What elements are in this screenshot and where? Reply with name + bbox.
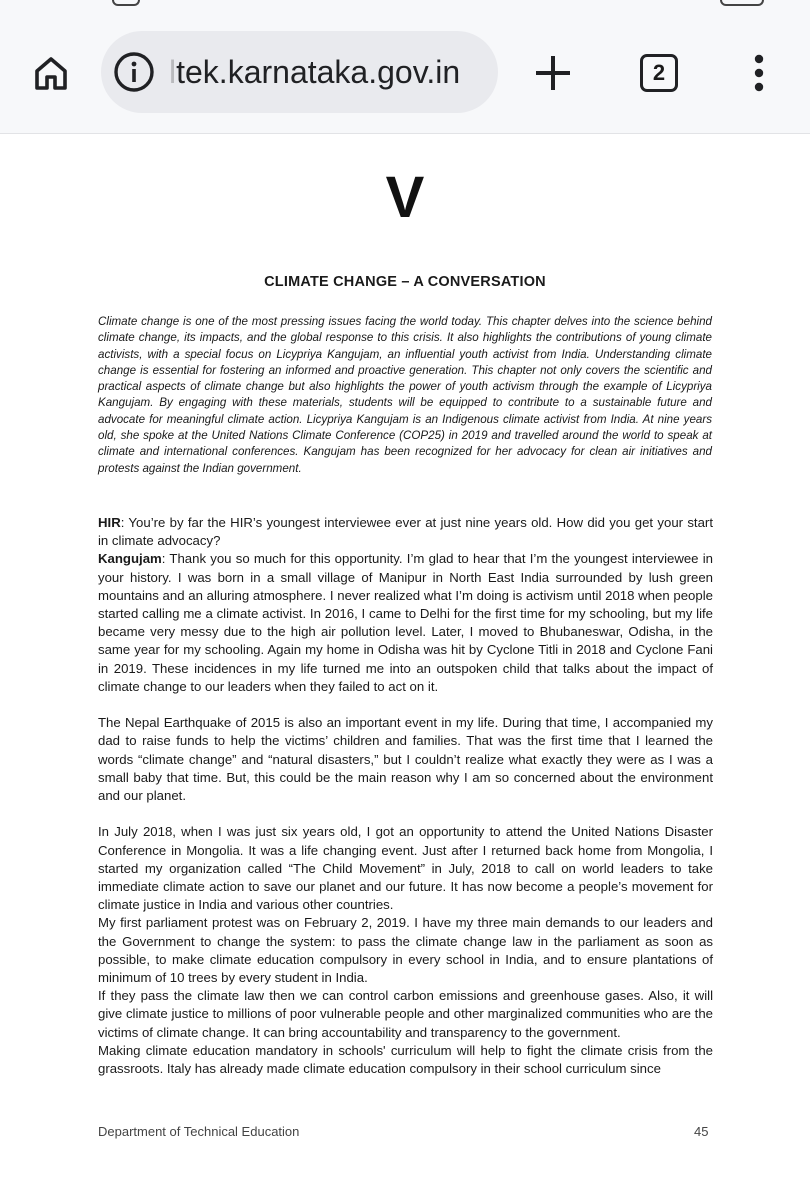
plus-icon[interactable]: [532, 52, 574, 94]
url-text[interactable]: [169, 51, 460, 93]
status-bar-fragment: [720, 0, 764, 6]
body-paragraph: In July 2018, when I was just six years old, I got an opportunity to attend the United Nations Disaster Conference in Mongolia. It was a life changing event. Just after I returned back home from Mongolia, I started my organization called “The Child Movement” in July, 2018 to call on world leaders to take immediate climate action to save our planet and our future. It has now become a people’s movement for climate justice in India and various other countries.: [98, 824, 713, 913]
address-bar[interactable]: [101, 31, 498, 113]
chapter-abstract: Climate change is one of the most pressing issues facing the world today. This chapter delves into the science behind climate change, its impacts, and the global response to this crisis. It also highlights the contributions of young climate activists, with a special focus on Licypriya Kangujam, an influential youth activist from India. Understanding climate change is essential for fostering an informed and proactive generation. This chapter not only covers the scientific and practical aspects of climate change but also highlights the power of youth activism through the example of Licypriya Kangujam. By engaging with these materials, students will be equipped to contribute to a sustainable future and advocate for meaningful climate action. Licypriya Kangujam is an Indigenous climate activist from India. At nine years old, she spoke at the United Nations Climate Conference (COP25) in 2019 and travelled around the world to speak at climate and international conferences. Kangujam has been recognized for her advocacy for clean air initiatives and protests against the Indian government.: [98, 315, 712, 475]
tab-switcher-button[interactable]: [638, 52, 680, 94]
url-faded-prefix: l: [169, 54, 177, 90]
speaker-label: Kangujam: [98, 551, 162, 567]
chapter-number: V: [385, 165, 425, 230]
chapter-title: CLIMATE CHANGE – A CONVERSATION: [264, 274, 546, 290]
body-paragraph: My first parliament protest was on February 2, 2019. I have my three main demands to our leaders and the Government to change the system: to pass the climate change law in the parliament as soon as possible, to make climate education compulsory in every school in India, and to ensure plantations of minimum of 10 trees by every student in India.: [98, 915, 713, 986]
browser-toolbar: [0, 0, 810, 134]
footer-department: Department of Technical Education: [98, 1124, 300, 1139]
answer-paragraph: [98, 550, 713, 696]
more-vert-icon[interactable]: [745, 52, 773, 94]
question-paragraph: [98, 514, 713, 550]
home-icon: [31, 53, 71, 93]
question-text: : You’re by far the HIR’s youngest interviewee ever at just nine years old. How did you get your start in climate advocacy?: [98, 515, 713, 549]
home-button[interactable]: [28, 50, 74, 96]
body-paragraph: Making climate education mandatory in schools' curriculum will help to fight the climate crisis from the grassroots. Italy has already made climate education compulsory in their school curriculum since: [98, 1042, 713, 1077]
info-icon[interactable]: [113, 51, 155, 93]
body-paragraph: If they pass the climate law then we can control carbon emissions and greenhouse gases. Also, it will give climate justice to millions of poor vulnerable people and other marginalized communities who are the victims of climate change. It can bring accountability and transparency to the government.: [98, 988, 713, 1040]
document-page: [0, 134, 810, 1200]
body-paragraph: The Nepal Earthquake of 2015 is also an important event in my life. During that time, I accompanied my dad to raise funds to help the victims’ children and families. That was the first time that I learned the words “climate change” and “natural disasters,” but I couldn’t realize what exactly they were as I was a small baby that time. But, this could be the main reason why I am so concerned about the environment and our planet.: [98, 715, 713, 804]
answer-text: : Thank you so much for this opportunity. I’m glad to hear that I’m the youngest interviewee in your history. I was born in a small village of Manipur in North East India surrounded by lush green mountains and an alluring atmosphere. I never realized what I’m doing is activism until 2018 when people started calling me a climate activist. In 2016, I came to Delhi for the first time for my schooling, but my life became very messy due to the high air pollution level. Later, I moved to Bhubaneswar, Odisha, in the same year for my schooling. Again my home in Odisha was hit by Cyclone Titli in 2018 and Cyclone Fani in 2019. These incidences in my life turned me into an outspoken child that talks about the impact of climate change to our leaders when they failed to act on it.: [98, 551, 713, 694]
tab-count: 2: [640, 54, 678, 92]
interview-text: [98, 514, 713, 1078]
status-bar-fragment: [112, 0, 140, 6]
speaker-label: HIR: [98, 515, 121, 530]
page-number: 45: [694, 1124, 709, 1139]
url-domain: tek.karnataka.gov.in: [176, 54, 461, 90]
